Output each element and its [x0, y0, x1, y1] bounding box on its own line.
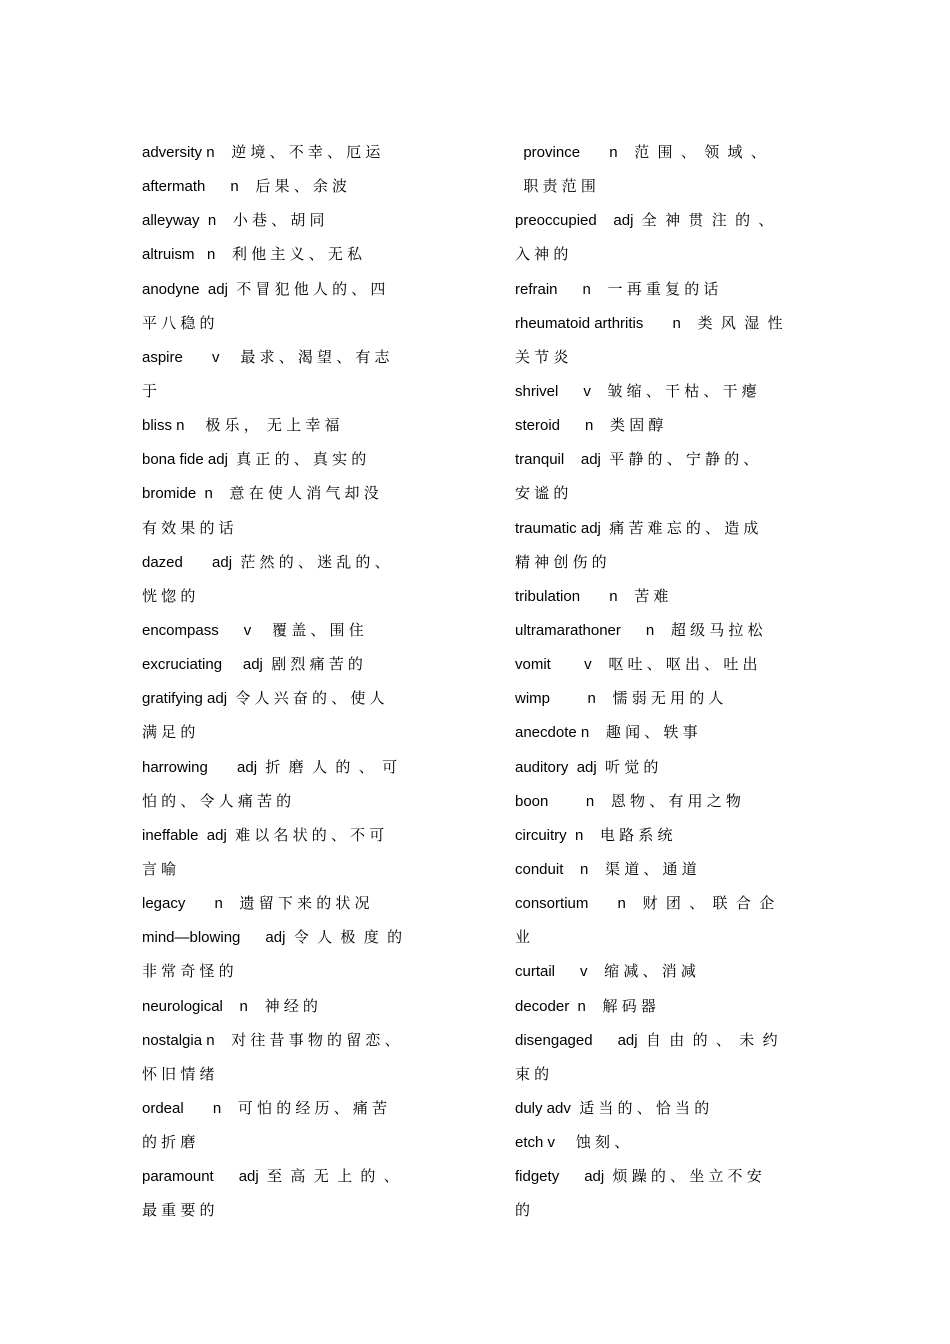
vocabulary-line: 恍 惚 的 — [142, 587, 196, 605]
vocabulary-line: steroid n 类 固 醇 — [515, 417, 664, 435]
vocabulary-line: duly adv 适 当 的 、 恰 当 的 — [515, 1099, 710, 1117]
vocabulary-line: shrivel v 皱 缩 、 干 枯 、 干 瘪 — [515, 382, 757, 400]
vocabulary-line: 言 喻 — [142, 860, 177, 878]
vocabulary-line: 束 的 — [515, 1065, 550, 1083]
vocabulary-line: refrain n 一 再 重 复 的 话 — [515, 280, 719, 298]
vocabulary-line: bromide n 意 在 使 人 消 气 却 没 — [142, 485, 379, 503]
vocabulary-line: 怀 旧 情 绪 — [142, 1065, 215, 1083]
vocabulary-line: circuitry n 电 路 系 统 — [515, 826, 673, 844]
vocabulary-line: etch v 蚀 刻 、 — [515, 1134, 630, 1152]
vocabulary-line: traumatic adj 痛 苦 难 忘 的 、 造 成 — [515, 519, 759, 537]
vocabulary-line: vomit v 呕 吐 、 呕 出 、 吐 出 — [515, 656, 758, 674]
vocabulary-line: province n 范 围 、 领 域 、 — [515, 144, 766, 161]
vocabulary-line: 职 责 范 围 — [515, 178, 596, 196]
vocabulary-line: rheumatoid arthritis n 类 风 湿 性 — [515, 314, 783, 332]
vocabulary-line: curtail v 缩 减 、 消 减 — [515, 963, 696, 981]
vocabulary-line: 入 神 的 — [515, 246, 569, 264]
vocabulary-line: bona fide adj 真 正 的 、 真 实 的 — [142, 451, 367, 469]
vocabulary-line: 的 折 磨 — [142, 1134, 196, 1152]
vocabulary-line: ultramarathoner n 超 级 马 拉 松 — [515, 621, 763, 639]
vocabulary-line: adversity n 逆 境 、 不 幸 、 厄 运 — [142, 144, 381, 161]
vocabulary-line: 平 八 稳 的 — [142, 314, 215, 332]
vocabulary-line: mind—blowing adj 令 人 极 度 的 — [142, 929, 403, 947]
vocabulary-line: harrowing adj 折 磨 人 的 、 可 — [142, 758, 398, 776]
vocabulary-line: 关 节 炎 — [515, 348, 569, 366]
vocabulary-line: 安 谧 的 — [515, 485, 569, 503]
vocabulary-line: fidgety adj 烦 躁 的 、 坐 立 不 安 — [515, 1168, 762, 1186]
vocabulary-column-right — [515, 136, 845, 1229]
vocabulary-line: 的 — [515, 1202, 531, 1220]
vocabulary-line: decoder n 解 码 器 — [515, 997, 656, 1015]
vocabulary-line: aftermath n 后 果 、 余 波 — [142, 178, 348, 196]
vocabulary-column-left — [142, 136, 470, 1229]
vocabulary-line: anecdote n 趣 闻 、 轶 事 — [515, 724, 698, 742]
vocabulary-line: 有 效 果 的 话 — [142, 519, 234, 537]
vocabulary-line: 精 神 创 伤 的 — [515, 553, 607, 571]
vocabulary-line: 非 常 奇 怪 的 — [142, 963, 234, 981]
vocabulary-line: ineffable adj 难 以 名 状 的 、 不 可 — [142, 826, 385, 844]
vocabulary-line: 业 — [515, 929, 531, 947]
vocabulary-line: paramount adj 至 高 无 上 的 、 — [142, 1168, 399, 1186]
vocabulary-line: disengaged adj 自 由 的 、 未 约 — [515, 1031, 778, 1049]
vocabulary-line: preoccupied adj 全 神 贯 注 的 、 — [515, 212, 774, 230]
vocabulary-line: boon n 恩 物 、 有 用 之 物 — [515, 792, 741, 810]
vocabulary-line: dazed adj 茫 然 的 、 迷 乱 的 、 — [142, 553, 390, 571]
vocabulary-line: 满 足 的 — [142, 724, 196, 742]
vocabulary-line: alleyway n 小 巷 、 胡 同 — [142, 212, 325, 230]
vocabulary-line: tribulation n 苦 难 — [515, 587, 669, 605]
vocabulary-line: nostalgia n 对 往 昔 事 物 的 留 恋 、 — [142, 1031, 400, 1049]
vocabulary-line: ordeal n 可 怕 的 经 历 、 痛 苦 — [142, 1099, 388, 1117]
vocabulary-line: tranquil adj 平 静 的 、 宁 静 的 、 — [515, 451, 759, 469]
vocabulary-line: encompass v 覆 盖 、 围 住 — [142, 621, 364, 639]
vocabulary-line: altruism n 利 他 主 义 、 无 私 — [142, 246, 363, 264]
vocabulary-line: anodyne adj 不 冒 犯 他 人 的 、 四 — [142, 280, 386, 298]
vocabulary-line: excruciating adj 剧 烈 痛 苦 的 — [142, 656, 363, 674]
vocabulary-line: neurological n 神 经 的 — [142, 997, 318, 1015]
vocabulary-line: 最 重 要 的 — [142, 1202, 215, 1220]
vocabulary-line: auditory adj 听 觉 的 — [515, 758, 659, 776]
vocabulary-line: aspire v 最 求 、 渴 望 、 有 志 — [142, 348, 390, 366]
vocabulary-line: bliss n 极 乐 ， 无 上 幸 福 — [142, 417, 340, 435]
vocabulary-line: conduit n 渠 道 、 通 道 — [515, 860, 697, 878]
vocabulary-line: 于 — [142, 382, 158, 400]
vocabulary-line: wimp n 懦 弱 无 用 的 人 — [515, 690, 724, 708]
vocabulary-line: gratifying adj 令 人 兴 奋 的 、 使 人 — [142, 690, 385, 708]
vocabulary-line: consortium n 财 团 、 联 合 企 — [515, 895, 775, 913]
vocabulary-line: 怕 的 、 令 人 痛 苦 的 — [142, 792, 292, 810]
vocabulary-line: legacy n 遗 留 下 来 的 状 况 — [142, 895, 370, 913]
